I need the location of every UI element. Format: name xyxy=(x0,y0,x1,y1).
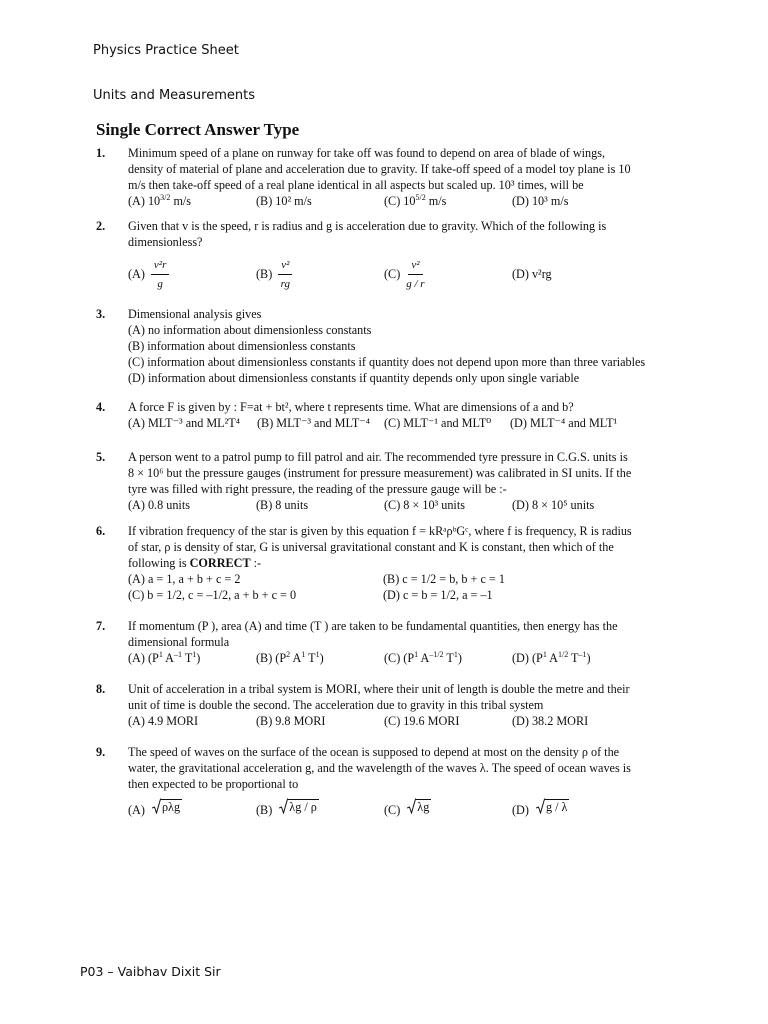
question-text xyxy=(128,306,674,386)
question-4 xyxy=(96,399,674,431)
option-b xyxy=(256,798,319,818)
question-text xyxy=(128,218,674,250)
question-5 xyxy=(96,449,674,513)
question-text xyxy=(128,449,674,497)
radical-sign-icon xyxy=(536,798,545,814)
question-line: of star, ρ is density of star, G is universal gravitational constant and K is constant, then which of the xyxy=(128,540,614,554)
option-a: (A) MLT⁻³ and ML²T⁴ xyxy=(128,416,240,430)
text-fragment: following is xyxy=(128,556,190,570)
emphasis: CORRECT xyxy=(189,556,251,570)
question-text xyxy=(128,618,674,650)
question-text xyxy=(128,681,674,713)
question-text xyxy=(128,399,674,415)
question-number: 1. xyxy=(96,146,106,160)
radical-sign-icon xyxy=(407,798,416,814)
question-number: 5. xyxy=(96,450,106,464)
options-row xyxy=(128,571,674,587)
question-line xyxy=(128,555,674,571)
question-line: Given that v is the speed, r is radius and g is acceleration due to gravity. Which of the following is xyxy=(128,219,607,233)
question-number: 2. xyxy=(96,219,106,233)
sheet-title: Physics Practice Sheet xyxy=(93,43,239,58)
option-d: (D) v²rg xyxy=(512,267,552,281)
option-a: (A) a = 1, a + b + c = 2 xyxy=(128,572,241,586)
denominator: g / r xyxy=(406,277,425,290)
question-number: 9. xyxy=(96,745,106,759)
question-line: then expected to be proportional to xyxy=(128,777,299,791)
option-a: (A) no information about dimensionless constants xyxy=(128,323,372,337)
question-line: Minimum speed of a plane on runway for take off was found to depend on area of blade of wings, xyxy=(128,146,605,160)
options-row xyxy=(128,587,674,603)
option-d: (D) information about dimensionless constants if quantity depends only upon single variable xyxy=(128,371,580,385)
question-3 xyxy=(96,306,674,386)
option-b: (B) 9.8 MORI xyxy=(256,714,326,728)
option-d: (D) MLT⁻⁴ and MLT¹ xyxy=(510,416,618,430)
question-text xyxy=(128,523,674,571)
option-label: (B) xyxy=(256,803,273,817)
option-a xyxy=(128,254,169,294)
question-text xyxy=(128,145,674,193)
option-a xyxy=(128,798,182,818)
radicand: λg xyxy=(417,800,430,814)
question-1 xyxy=(96,145,674,209)
question-line: A person went to a patrol pump to fill patrol and air. The recommended tyre pressure in C.G.S. units is xyxy=(128,450,628,464)
question-line: A force F is given by : F=at + bt², where t represents time. What are dimensions of a and b? xyxy=(128,400,574,414)
numerator: v² xyxy=(408,257,422,275)
option-b: (B) information about dimensionless constants xyxy=(128,339,356,353)
question-number: 7. xyxy=(96,619,106,633)
option-d: (D) 8 × 10⁵ units xyxy=(512,498,595,512)
question-line: water, the gravitational acceleration g, and the wavelength of the waves λ. The speed of ocean waves is xyxy=(128,761,631,775)
square-root xyxy=(536,798,569,814)
fraction xyxy=(406,257,424,292)
question-line: The speed of waves on the surface of the ocean is supposed to depend at most on the density ρ of the xyxy=(128,745,620,759)
question-line: density of material of plane and acceleration due to gravity. If take-off speed of a model toy plane is 10 xyxy=(128,162,631,176)
text-fragment: :- xyxy=(250,556,262,570)
options-row xyxy=(128,415,674,431)
question-line: If vibration frequency of the star is given by this equation f = kRᵃρᵇGᶜ, where f is frequency, R is radius xyxy=(128,524,632,538)
section-title: Single Correct Answer Type xyxy=(96,120,300,139)
option-a: (A) 4.9 MORI xyxy=(128,714,199,728)
question-7 xyxy=(96,618,674,666)
question-text xyxy=(128,744,674,792)
numerator: v²r xyxy=(151,257,169,275)
question-line: Dimensional analysis gives xyxy=(128,307,262,321)
square-root xyxy=(407,798,431,814)
option-c: (C) $10^{5/2}$ m/s xyxy=(384,192,447,208)
question-2 xyxy=(96,218,674,294)
question-line: 8 × 10⁶ but the pressure gauges (instrument for pressure measurement) was calibrated in SI units. If the xyxy=(128,466,632,480)
option-c: (C) MLT⁻¹ and MLT⁰ xyxy=(384,416,492,430)
option-b: (B) 10² m/s xyxy=(256,194,312,208)
option-c: (C) ($P^1$ $A^{-1/2}$ $T^1$) xyxy=(384,649,462,665)
fraction xyxy=(151,257,169,292)
question-line: m/s then take-off speed of a real plane identical in all aspects but scaled up. 10³ times, will be xyxy=(128,178,584,192)
radicand: g / λ xyxy=(545,800,568,814)
option-label: (D) xyxy=(512,803,529,817)
option-c: (C) information about dimensionless constants if quantity does not depend upon more than three variables xyxy=(128,355,646,369)
question-line: If momentum (P ), area (A) and time (T ) are taken to be fundamental quantities, then energy has the xyxy=(128,619,618,633)
option-b: (B) c = 1/2 = b, b + c = 1 xyxy=(383,572,505,586)
option-a: (A) 0.8 units xyxy=(128,498,190,512)
question-line: Unit of acceleration in a tribal system is MORI, where their unit of length is double the metre and their xyxy=(128,682,630,696)
option-d xyxy=(512,798,569,818)
denominator: rg xyxy=(280,277,291,290)
option-c xyxy=(384,254,425,294)
question-number: 3. xyxy=(96,307,106,321)
question-6 xyxy=(96,523,674,603)
options-row xyxy=(128,650,674,666)
option-b: (B) 8 units xyxy=(256,498,309,512)
question-line: dimensionless? xyxy=(128,235,203,249)
options-row xyxy=(128,193,674,209)
options-row xyxy=(128,497,674,513)
radicand: ρλg xyxy=(161,800,181,814)
option-b xyxy=(256,254,292,294)
option-a: (A) ($P^1$ $A^{-1}$ $T^1$) xyxy=(128,649,201,665)
option-c: (C) 8 × 10³ units xyxy=(384,498,465,512)
option-label: (C) xyxy=(384,803,401,817)
numerator: v² xyxy=(278,257,292,275)
square-root xyxy=(152,798,182,814)
option-label: (A) xyxy=(128,267,145,281)
square-root xyxy=(279,798,319,814)
option-label: (B) xyxy=(256,267,273,281)
option-c: (C) 19.6 MORI xyxy=(384,714,460,728)
question-number: 8. xyxy=(96,682,106,696)
option-d: (D) 10³ m/s xyxy=(512,194,569,208)
question-number: 4. xyxy=(96,400,106,414)
option-label: (C) xyxy=(384,267,401,281)
option-d: (D) ($P^1$ $A^{1/2}$ $T^{-1}$) xyxy=(512,649,591,665)
option-d: (D) c = b = 1/2, a = –1 xyxy=(383,588,493,602)
option-b: (B) MLT⁻³ and MLT⁻⁴ xyxy=(257,416,370,430)
option-d: (D) 38.2 MORI xyxy=(512,714,589,728)
question-line: dimensional formula xyxy=(128,635,230,649)
radicand: λg / ρ xyxy=(289,800,317,814)
radical-sign-icon xyxy=(152,798,161,814)
question-line: tyre was filled with right pressure, the reading of the pressure gauge will be :- xyxy=(128,482,507,496)
fraction xyxy=(278,257,292,292)
options-row xyxy=(128,798,674,818)
page-footer: P03 – Vaibhav Dixit Sir xyxy=(80,964,221,979)
options-row xyxy=(128,713,674,729)
option-c: (C) b = 1/2, c = –1/2, a + b + c = 0 xyxy=(128,588,297,602)
question-8 xyxy=(96,681,674,729)
sheet-subtitle: Units and Measurements xyxy=(93,88,255,103)
option-b: (B) ($P^2$ $A^1$ $T^1$) xyxy=(256,649,324,665)
question-number: 6. xyxy=(96,524,106,538)
question-line: unit of time is double the second. The acceleration due to gravity in this tribal system xyxy=(128,698,544,712)
option-a: (A) $10^{3/2}$ m/s xyxy=(128,192,192,208)
denominator: g xyxy=(157,277,163,290)
option-c xyxy=(384,798,431,818)
radical-sign-icon xyxy=(279,798,288,814)
option-label: (A) xyxy=(128,803,145,817)
options-row xyxy=(128,254,674,294)
question-9 xyxy=(96,744,674,818)
